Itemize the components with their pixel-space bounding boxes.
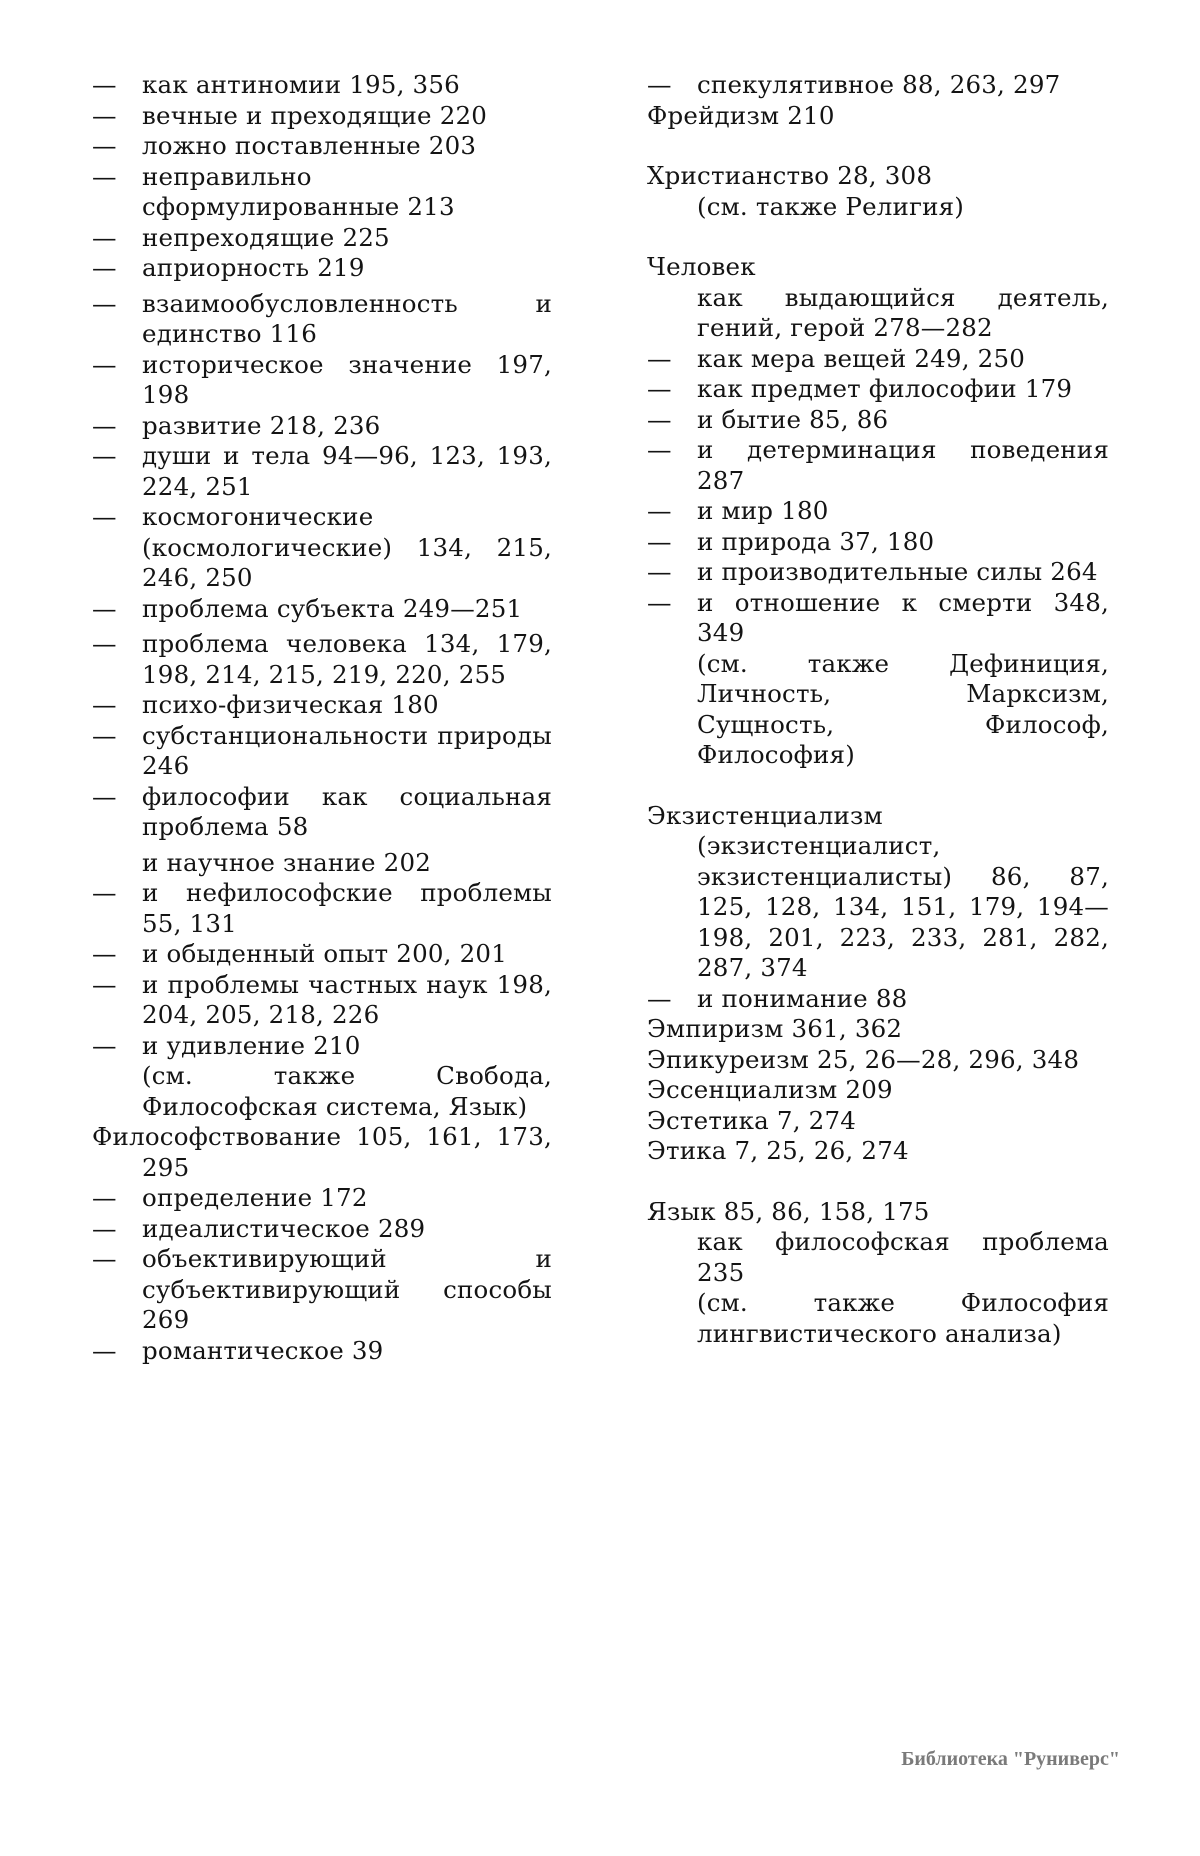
subentry-dash: — xyxy=(647,983,672,1013)
index-subentry xyxy=(92,289,552,350)
subentry-dash: — xyxy=(647,435,672,464)
subentry-dash: — xyxy=(92,222,117,252)
index-entry xyxy=(647,252,1109,283)
subentry-dash: — xyxy=(92,131,117,160)
subentry-dash: — xyxy=(92,720,117,750)
subentry-dash: — xyxy=(647,343,672,373)
index-column-right xyxy=(647,70,1109,1349)
index-entry xyxy=(647,101,1109,132)
entry-text: как антиномии 195, 356 xyxy=(142,70,460,99)
subentry-dash: — xyxy=(92,1213,117,1243)
subentry-dash: — xyxy=(92,1183,117,1212)
index-entry xyxy=(647,161,1109,192)
subentry-dash: — xyxy=(92,878,117,907)
entry-text: и понимание 88 xyxy=(697,983,908,1013)
index-subentry xyxy=(647,649,1109,771)
index-subentry xyxy=(92,1061,552,1122)
index-subentry xyxy=(647,496,1109,527)
entry-text: Эстетика 7, 274 xyxy=(647,1105,857,1135)
index-subentry xyxy=(647,435,1109,496)
index-entry xyxy=(647,1197,1109,1228)
subentry-dash: — xyxy=(92,288,117,318)
index-subentry xyxy=(647,344,1109,375)
subentry-dash: — xyxy=(92,100,117,130)
subentry-dash: — xyxy=(92,1244,117,1273)
entry-text: развитие 218, 236 xyxy=(142,410,381,440)
subentry-dash: — xyxy=(92,1335,117,1365)
index-subentry xyxy=(92,782,552,843)
subentry-dash: — xyxy=(92,939,117,968)
index-entry xyxy=(647,1045,1109,1076)
index-subentry xyxy=(92,350,552,411)
entry-text: взаимообусловленность и единство 116 xyxy=(142,288,552,348)
entry-text: философии как социальная проблема 58 xyxy=(142,781,552,841)
subentry-dash: — xyxy=(92,1030,117,1060)
index-column-left xyxy=(92,70,552,1366)
entry-text: Язык 85, 86, 158, 175 xyxy=(647,1196,930,1226)
entry-text: и удивление 210 xyxy=(142,1030,361,1060)
subentry-dash: — xyxy=(647,526,672,556)
entry-text: Эссенциализм 209 xyxy=(647,1075,893,1104)
index-subentry xyxy=(647,1288,1109,1349)
subentry-dash: — xyxy=(647,587,672,617)
subentry-dash: — xyxy=(92,253,117,282)
index-entry xyxy=(647,1075,1109,1106)
entry-text: проблема человека 134, 179, 198, 214, 215, 219, 220, 255 xyxy=(142,629,552,689)
library-watermark: Библиотека "Руниверс" xyxy=(901,1748,1120,1770)
entry-text: и бытие 85, 86 xyxy=(697,404,889,434)
index-subentry xyxy=(647,283,1109,344)
entry-text: как мера вещей 249, 250 xyxy=(697,343,1026,373)
entry-text: историческое значение 197, 198 xyxy=(142,349,552,409)
index-subentry xyxy=(92,970,552,1031)
subentry-dash: — xyxy=(647,557,672,586)
subentry-dash: — xyxy=(92,502,117,531)
index-subentry xyxy=(92,721,552,782)
entry-text: души и тела 94—96, 123, 193, 224, 251 xyxy=(142,441,552,501)
index-subentry xyxy=(92,594,552,625)
entry-text: Этика 7, 25, 26, 274 xyxy=(647,1136,909,1165)
index-subentry xyxy=(647,527,1109,558)
index-subentry xyxy=(647,374,1109,405)
index-subentry xyxy=(92,101,552,132)
index-subentry xyxy=(92,502,552,594)
entry-text: вечные и преходящие 220 xyxy=(142,100,488,130)
subentry-dash: — xyxy=(92,690,117,719)
index-subentry xyxy=(92,1183,552,1214)
entry-text: и природа 37, 180 xyxy=(697,526,935,556)
entry-text: непреходящие 225 xyxy=(142,222,390,252)
subentry-dash: — xyxy=(92,969,117,999)
subentry-dash: — xyxy=(647,496,672,525)
index-subentry xyxy=(92,848,552,879)
entry-text: и научное знание 202 xyxy=(142,847,432,877)
index-subentry xyxy=(92,1214,552,1245)
entry-text: (см. также Дефиниция, Личность, Марксизм, Сущность, Философ, Философия) xyxy=(697,648,1109,769)
subentry-dash: — xyxy=(647,374,672,403)
index-entry xyxy=(647,801,1109,984)
subentry-dash: — xyxy=(92,410,117,440)
index-subentry xyxy=(92,253,552,284)
subentry-dash: — xyxy=(92,70,117,99)
entry-text: неправильно сформулированные 213 xyxy=(142,161,455,221)
index-subentry xyxy=(647,1227,1109,1288)
entry-text: спекулятивное 88, 263, 297 xyxy=(697,70,1061,99)
entry-text: и детерминация поведения 287 xyxy=(697,435,1109,495)
entry-text: космогонические (космологические) 134, 215, 246, 250 xyxy=(142,502,552,592)
subentry-dash: — xyxy=(92,441,117,470)
entry-text: Экзистенциализм (экзистенциалист, экзистенциалисты) 86, 87, 125, 128, 134, 151, 179, 194—198, 201, 223, 233, 281, 282, 287, 374 xyxy=(647,800,1109,982)
entry-text: (см. также Философия лингвистического анализа) xyxy=(697,1288,1109,1348)
entry-text: априорность 219 xyxy=(142,253,365,282)
entry-text: психо-физическая 180 xyxy=(142,690,439,719)
index-subentry xyxy=(92,131,552,162)
entry-text: как предмет философии 179 xyxy=(697,374,1073,403)
entry-text: Человек xyxy=(647,252,756,281)
subentry-dash: — xyxy=(92,781,117,811)
entry-text: Эмпиризм 361, 362 xyxy=(647,1014,903,1043)
index-entry xyxy=(92,1122,552,1183)
index-subentry xyxy=(647,984,1109,1015)
index-subentry xyxy=(92,162,552,223)
index-subentry xyxy=(92,441,552,502)
index-subentry xyxy=(647,557,1109,588)
entry-text: (см. также Свобода, Философская система, Язык) xyxy=(142,1061,552,1121)
entry-text: как философская проблема 235 xyxy=(697,1227,1109,1287)
entry-text: и производительные силы 264 xyxy=(697,557,1098,586)
entry-text: субстанциональности природы 246 xyxy=(142,720,552,780)
index-subentry xyxy=(92,70,552,101)
index-subentry xyxy=(92,939,552,970)
entry-text: как выдающийся деятель, гений, герой 278—282 xyxy=(697,282,1109,342)
index-subentry xyxy=(92,1336,552,1367)
subentry-dash: — xyxy=(92,629,117,658)
entry-text: проблема субъекта 249—251 xyxy=(142,593,523,623)
index-subentry xyxy=(92,629,552,690)
entry-text: объективирующий и субъективирующий способы 269 xyxy=(142,1244,552,1334)
index-subentry xyxy=(92,1244,552,1336)
index-entry xyxy=(647,1106,1109,1137)
index-subentry xyxy=(92,223,552,254)
index-subentry xyxy=(92,411,552,442)
index-subentry xyxy=(647,588,1109,649)
entry-text: (см. также Религия) xyxy=(697,191,965,221)
index-entry xyxy=(647,1136,1109,1167)
entry-text: определение 172 xyxy=(142,1183,368,1212)
index-subentry xyxy=(647,192,1109,223)
entry-text: идеалистическое 289 xyxy=(142,1213,426,1243)
entry-text: романтическое 39 xyxy=(142,1335,384,1365)
index-subentry xyxy=(92,690,552,721)
entry-text: и обыденный опыт 200, 201 xyxy=(142,939,507,968)
entry-text: ложно поставленные 203 xyxy=(142,131,477,160)
index-subentry xyxy=(92,1031,552,1062)
index-entry xyxy=(647,1014,1109,1045)
subentry-dash: — xyxy=(647,70,672,99)
subentry-dash: — xyxy=(92,161,117,191)
entry-text: Эпикуреизм 25, 26—28, 296, 348 xyxy=(647,1044,1080,1074)
subentry-dash: — xyxy=(92,593,117,623)
index-subentry xyxy=(92,878,552,939)
entry-text: и мир 180 xyxy=(697,496,829,525)
entry-text: Христианство 28, 308 xyxy=(647,161,933,190)
entry-text: Философствование 105, 161, 173, 295 xyxy=(92,1122,552,1182)
entry-text: и отношение к смерти 348, 349 xyxy=(697,587,1109,647)
entry-text: Фрейдизм 210 xyxy=(647,100,835,130)
entry-text: и проблемы частных наук 198, 204, 205, 218, 226 xyxy=(142,969,552,1029)
subentry-dash: — xyxy=(647,404,672,434)
entry-text: и нефилософские проблемы 55, 131 xyxy=(142,878,552,938)
index-subentry xyxy=(647,70,1109,101)
index-subentry xyxy=(647,405,1109,436)
subentry-dash: — xyxy=(92,349,117,379)
